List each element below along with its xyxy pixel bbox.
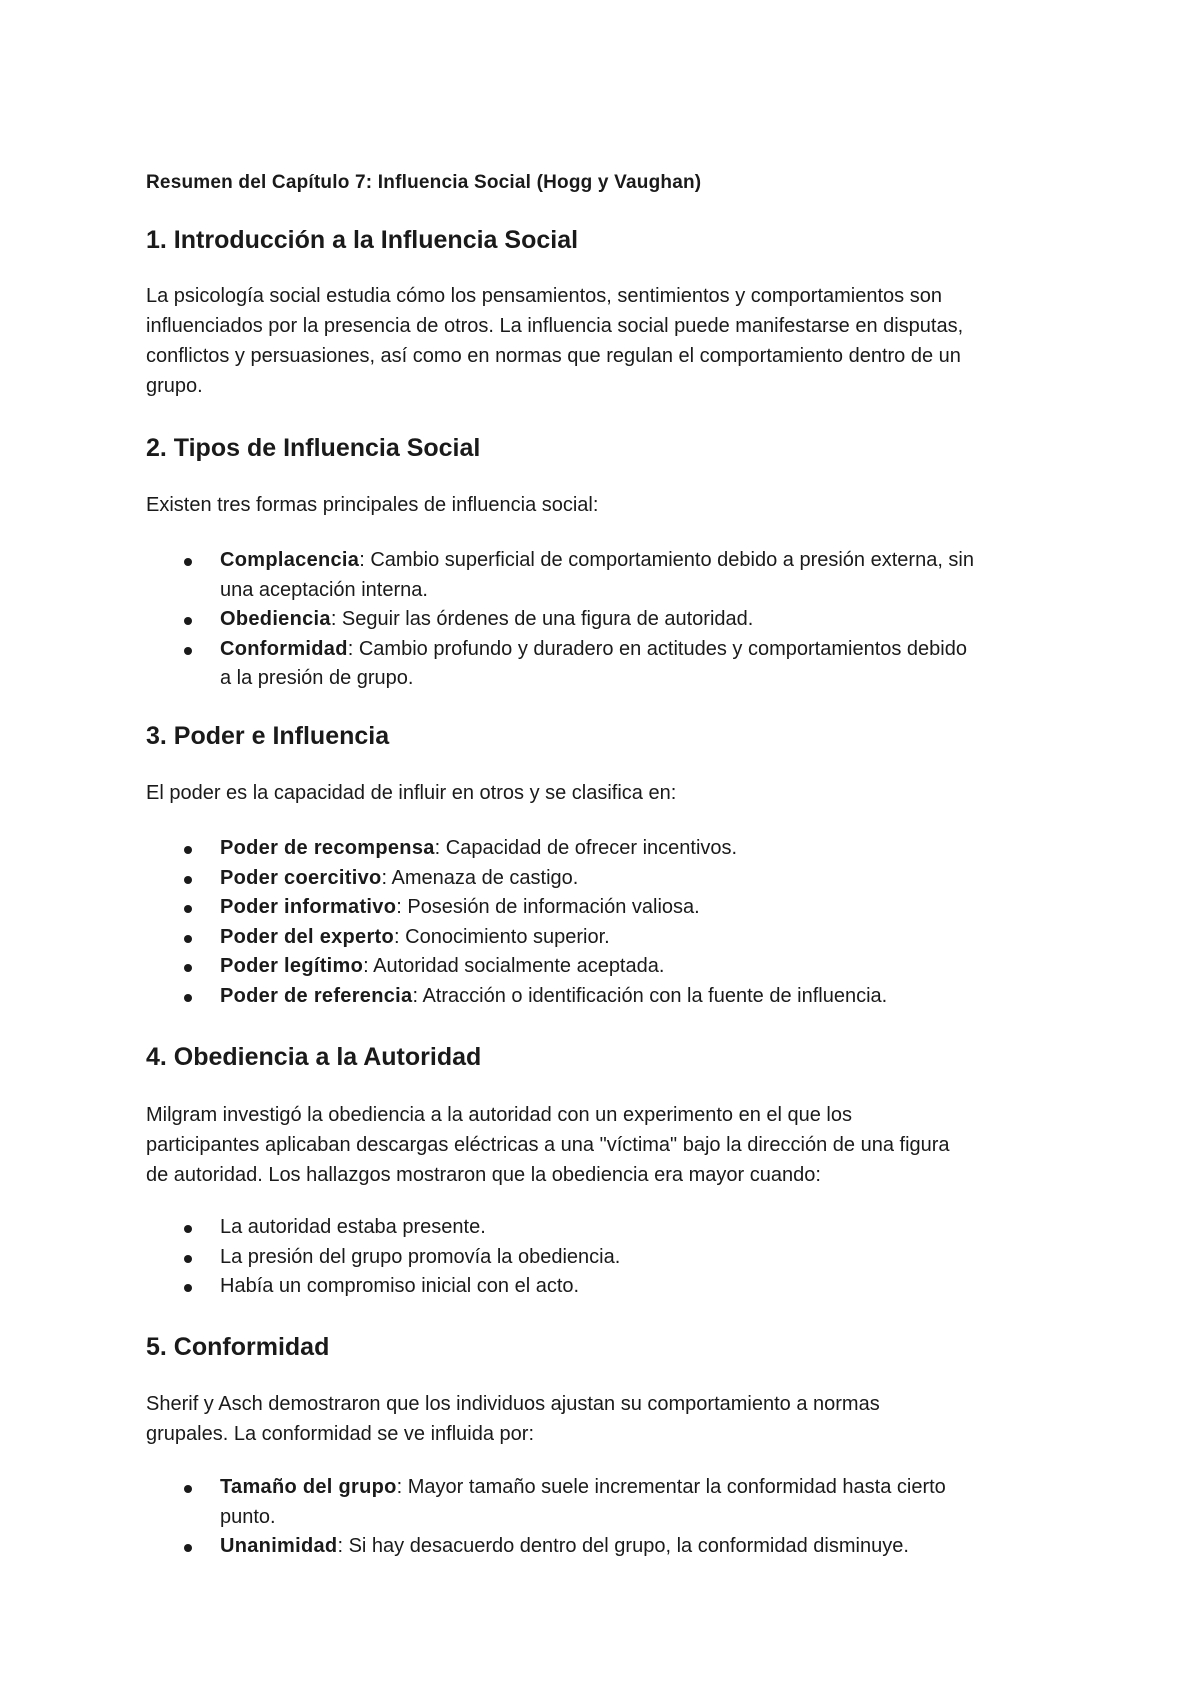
list-item-continuation: una aceptación interna. <box>220 578 428 601</box>
paragraph-line: Milgram investigó la obediencia a la autoridad con un experimento en el que los <box>146 1104 852 1126</box>
section-3-intro: El poder es la capacidad de influir en otros y se clasifica en: <box>146 782 677 804</box>
list-item-text: : Si hay desacuerdo dentro del grupo, la conformidad disminuye. <box>337 1535 909 1557</box>
section-heading-tipos: 2. Tipos de Influencia Social <box>146 434 481 462</box>
list-item <box>146 605 974 635</box>
list-item-text: : Cambio profundo y duradero en actitudes y comportamientos debido <box>347 637 967 660</box>
list-item-term: Poder de referencia <box>220 984 413 1007</box>
list-item <box>146 834 887 864</box>
list-item-term: Poder del experto <box>220 925 395 948</box>
list-item-text: : Posesión de información valiosa. <box>396 896 700 918</box>
list-item-text: : Seguir las órdenes de una figura de autoridad. <box>330 608 754 630</box>
paragraph-line: Sherif y Asch demostraron que los individuos ajustan su comportamiento a normas <box>146 1393 880 1415</box>
section-heading-conformidad: 5. Conformidad <box>146 1333 330 1361</box>
bullet-icon <box>184 876 192 884</box>
list-item <box>146 1532 946 1562</box>
list-item-text: : Cambio superficial de comportamiento debido a presión externa, sin <box>359 549 974 571</box>
list-item-term: Conformidad <box>220 637 348 660</box>
list-item-term: Poder de recompensa <box>220 837 435 859</box>
document-title: Resumen del Capítulo 7: Influencia Social (Hogg y Vaughan) <box>146 172 702 193</box>
paragraph-line: influenciados por la presencia de otros. La influencia social puede manifestarse en disputas, <box>146 315 964 337</box>
bullet-icon <box>184 1284 192 1292</box>
list-item <box>146 635 974 694</box>
list-item-text: : Mayor tamaño suele incrementar la conformidad hasta cierto <box>396 1476 946 1498</box>
list-item-text: La presión del grupo promovía la obediencia. <box>220 1245 621 1268</box>
list-item <box>146 982 887 1012</box>
section-heading-poder: 3. Poder e Influencia <box>146 722 390 750</box>
bullet-icon <box>184 558 192 566</box>
list-item-text: : Amenaza de castigo. <box>381 866 579 889</box>
bullet-icon <box>184 1485 192 1493</box>
list-item-term: Complacencia <box>220 549 360 571</box>
list-item <box>146 952 887 982</box>
list-item <box>146 1243 620 1273</box>
bullet-icon <box>184 964 192 972</box>
paragraph-line: participantes aplicaban descargas eléctricas a una "víctima" bajo la dirección de una figura <box>146 1134 950 1156</box>
list-item-text: Había un compromiso inicial con el acto. <box>220 1275 580 1297</box>
bullet-icon <box>184 935 192 943</box>
section-4-paragraph <box>146 1100 1076 1190</box>
list-item <box>146 1473 946 1532</box>
list-item-continuation: a la presión de grupo. <box>220 667 414 689</box>
list-item <box>146 864 887 894</box>
list-item-text: La autoridad estaba presente. <box>220 1216 486 1238</box>
bullet-icon <box>184 846 192 854</box>
paragraph-line: grupo. <box>146 375 203 397</box>
list-item-text: : Capacidad de ofrecer incentivos. <box>434 837 738 859</box>
list-item <box>146 546 974 605</box>
section-1-paragraph <box>146 281 1076 401</box>
obediencia-list <box>146 1213 620 1302</box>
list-item <box>146 893 887 923</box>
paragraph-line: conflictos y persuasiones, así como en normas que regulan el comportamiento dentro de un <box>146 345 961 367</box>
list-item-text: : Atracción o identificación con la fuente de influencia. <box>412 984 888 1007</box>
bullet-icon <box>184 994 192 1002</box>
section-heading-introduccion: 1. Introducción a la Influencia Social <box>146 226 579 254</box>
section-heading-obediencia: 4. Obediencia a la Autoridad <box>146 1043 482 1071</box>
bullet-icon <box>184 1544 192 1552</box>
list-item-term: Poder informativo <box>220 896 397 918</box>
poder-list <box>146 834 887 1011</box>
bullet-icon <box>184 1225 192 1233</box>
section-2-intro: Existen tres formas principales de influencia social: <box>146 494 599 516</box>
list-item-term: Obediencia <box>220 608 331 630</box>
list-item <box>146 1272 620 1302</box>
section-5-paragraph <box>146 1389 1076 1449</box>
list-item-continuation: punto. <box>220 1505 276 1528</box>
paragraph-line: La psicología social estudia cómo los pensamientos, sentimientos y comportamientos son <box>146 285 942 307</box>
list-item <box>146 1213 620 1243</box>
list-item-term: Poder legítimo <box>220 955 364 977</box>
list-item-term: Unanimidad <box>220 1535 338 1557</box>
paragraph-line: de autoridad. Los hallazgos mostraron que la obediencia era mayor cuando: <box>146 1164 821 1186</box>
conformidad-list <box>146 1473 946 1562</box>
list-item <box>146 923 887 953</box>
paragraph-line: grupales. La conformidad se ve influida por: <box>146 1423 535 1445</box>
bullet-icon <box>184 905 192 913</box>
list-item-term: Poder coercitivo <box>220 866 382 889</box>
list-item-text: : Conocimiento superior. <box>394 925 610 948</box>
list-item-text: : Autoridad socialmente aceptada. <box>363 955 665 977</box>
tipos-list <box>146 546 974 694</box>
bullet-icon <box>184 1255 192 1263</box>
bullet-icon <box>184 647 192 655</box>
bullet-icon <box>184 617 192 625</box>
list-item-term: Tamaño del grupo <box>220 1476 397 1498</box>
